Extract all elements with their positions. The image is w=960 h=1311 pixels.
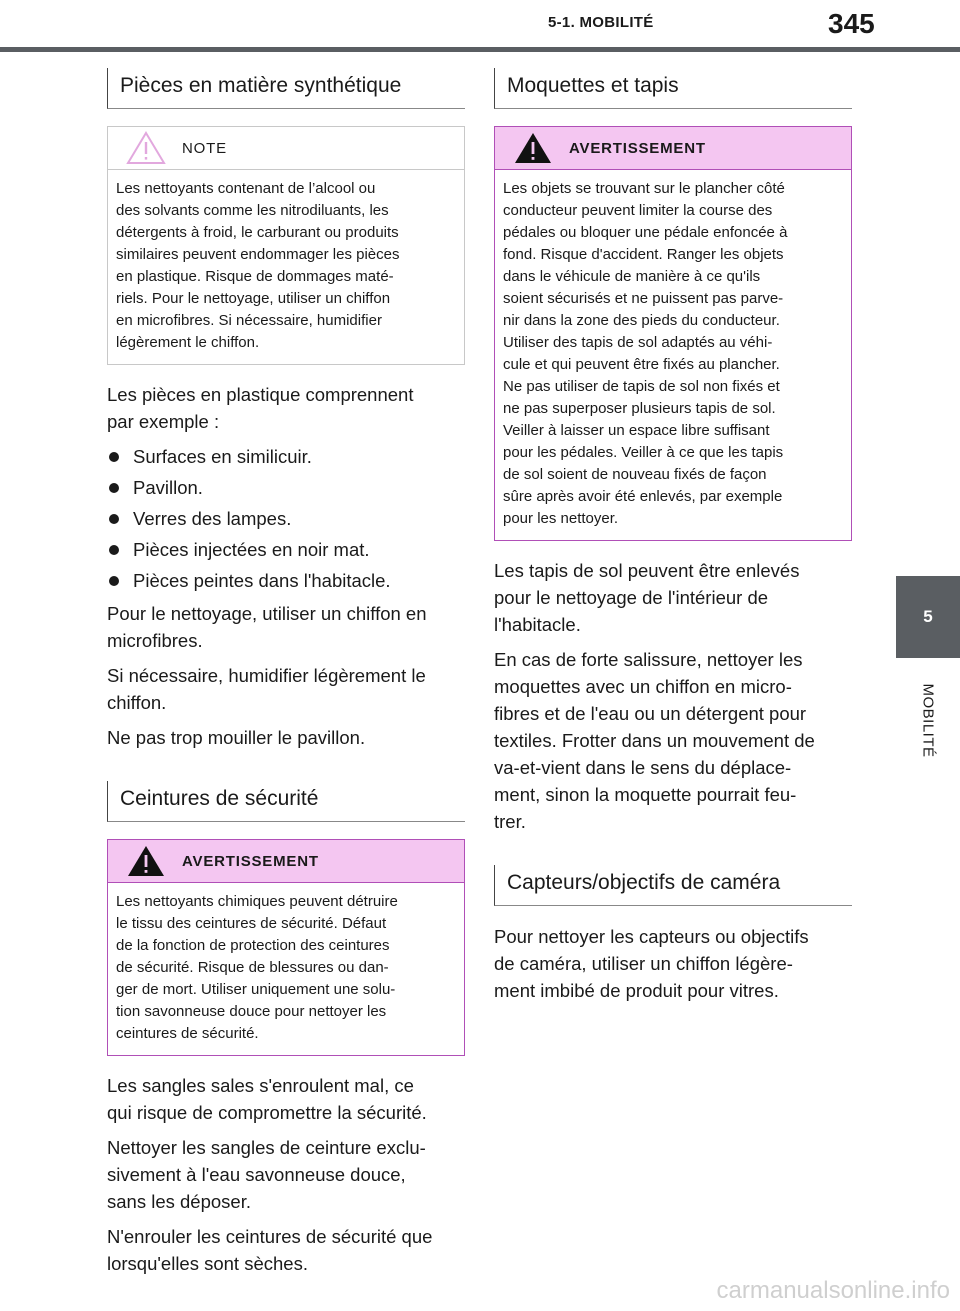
text-line: cule et qui peuvent être fixés au plancher.: [503, 356, 780, 373]
warning-box: [494, 126, 852, 541]
text-line: ne pas superposer plusieurs tapis de sol.: [503, 400, 776, 417]
warning-label: AVERTISSEMENT: [569, 139, 706, 157]
text-line: microfibres.: [107, 630, 203, 651]
text-line: moquettes avec un chiffon en micro-: [494, 676, 792, 697]
text-line: similaires peuvent endommager les pièces: [116, 246, 400, 263]
paragraph: [494, 923, 852, 1004]
text-line: Utiliser des tapis de sol adaptés au véhi-: [503, 334, 773, 351]
text-line: ceintures de sécurité.: [116, 1025, 259, 1042]
warning-box: [107, 839, 465, 1056]
text-line: textiles. Frotter dans un mouvement de: [494, 730, 815, 751]
text-line: trer.: [494, 811, 526, 832]
text-line: Nettoyer les sangles de ceinture exclu-: [107, 1137, 426, 1158]
text-line: ger de mort. Utiliser uniquement une solu-: [116, 981, 396, 998]
bullet-icon: [109, 545, 119, 555]
warning-header: [108, 840, 464, 883]
text-line: sans les déposer.: [107, 1191, 251, 1212]
paragraph: [494, 557, 852, 638]
text-line: ment imbibé de produit pour vitres.: [494, 980, 779, 1001]
paragraph: [107, 1223, 465, 1277]
text-line: Ne pas trop mouiller le pavillon.: [107, 727, 366, 748]
bullet-icon: [109, 483, 119, 493]
chapter-tab: 5: [896, 576, 960, 658]
section-heading-carpets: Moquettes et tapis: [494, 68, 852, 109]
page-number: 345: [828, 8, 875, 39]
text-line: qui risque de compromettre la sécurité.: [107, 1102, 427, 1123]
text-line: de la fonction de protection des ceintures: [116, 937, 390, 954]
warning-icon: [126, 844, 166, 878]
text-line: fibres et de l'eau ou un détergent pour: [494, 703, 807, 724]
paragraph: [107, 1134, 465, 1215]
list-item: Pavillon.: [107, 474, 465, 501]
text-line: Les objets se trouvant sur le plancher côté: [503, 180, 785, 197]
text-line: va-et-vient dans le sens du déplace-: [494, 757, 792, 778]
text-line: En cas de forte salissure, nettoyer les: [494, 649, 803, 670]
text-line: pour les nettoyer.: [503, 510, 619, 527]
text-line: par exemple :: [107, 411, 220, 432]
text-line: détergents à froid, le carburant ou produits: [116, 224, 399, 241]
text-line: en plastique. Risque de dommages maté-: [116, 268, 394, 285]
text-line: le tissu des ceintures de sécurité. Défaut: [116, 915, 387, 932]
text-line: Les nettoyants contenant de l’alcool ou: [116, 180, 376, 197]
warning-icon: [513, 131, 553, 165]
text-line: de caméra, utiliser un chiffon légère-: [494, 953, 793, 974]
text-line: des solvants comme les nitrodiluants, les: [116, 202, 389, 219]
right-column: [494, 68, 852, 1012]
note-box: [107, 126, 465, 365]
note-body: [108, 170, 464, 364]
list-item: Surfaces en similicuir.: [107, 443, 465, 470]
text-line: pédales ou bloquer une pédale enfoncée à: [503, 224, 788, 241]
caution-outline-icon: [126, 131, 166, 165]
text-line: soient sécurisés et ne puissent pas parve-: [503, 290, 784, 307]
text-line: en microfibres. Si nécessaire, humidifier: [116, 312, 382, 329]
paragraph: [107, 1072, 465, 1126]
text-line: conducteur peuvent limiter la course des: [503, 202, 773, 219]
bullet-icon: [109, 514, 119, 524]
text-line: Pour nettoyer les capteurs ou objectifs: [494, 926, 809, 947]
bullet-icon: [109, 576, 119, 586]
left-column: [107, 68, 465, 1285]
text-line: de sécurité. Risque de blessures ou dan-: [116, 959, 389, 976]
warning-label: AVERTISSEMENT: [182, 852, 319, 870]
text-line: Si nécessaire, humidifier légèrement le: [107, 665, 426, 686]
text-line: sûre après avoir été enlevés, par exemple: [503, 488, 783, 505]
text-line: sivement à l'eau savonneuse douce,: [107, 1164, 406, 1185]
text-line: N'enrouler les ceintures de sécurité que: [107, 1226, 433, 1247]
paragraph: [107, 600, 465, 654]
watermark: carmanualsonline.info: [716, 1277, 950, 1304]
note-label: NOTE: [182, 139, 227, 157]
list-item: Pièces peintes dans l'habitacle.: [107, 567, 465, 594]
chapter-tab-label: MOBILITÉ: [919, 683, 937, 758]
text-line: de sol soient de nouveau fixés de façon: [503, 466, 767, 483]
text-line: Les nettoyants chimiques peuvent détruire: [116, 893, 398, 910]
warning-body: [108, 883, 464, 1055]
text-line: Les sangles sales s'enroulent mal, ce: [107, 1075, 414, 1096]
warning-body: [495, 170, 851, 540]
text-line: Pour le nettoyage, utiliser un chiffon en: [107, 603, 427, 624]
bullet-list: [107, 443, 465, 594]
text-line: pour le nettoyage de l'intérieur de: [494, 587, 769, 608]
text-line: lorsqu'elles sont sèches.: [107, 1253, 308, 1274]
text-line: nir dans la zone des pieds du conducteur.: [503, 312, 780, 329]
warning-header: [495, 127, 851, 170]
paragraph: [494, 646, 852, 835]
bullet-icon: [109, 452, 119, 462]
text-line: pour les pédales. Veiller à ce que les tapis: [503, 444, 784, 461]
list-item: Pièces injectées en noir mat.: [107, 536, 465, 563]
section-heading-camera: Capteurs/objectifs de caméra: [494, 865, 852, 906]
section-heading-plastics: Pièces en matière synthétique: [107, 68, 465, 109]
text-line: fond. Risque d'accident. Ranger les objets: [503, 246, 784, 263]
section-heading-seatbelts: Ceintures de sécurité: [107, 781, 465, 822]
text-line: légèrement le chiffon.: [116, 334, 260, 351]
text-line: l'habitacle.: [494, 614, 581, 635]
text-line: Les pièces en plastique comprennent: [107, 384, 414, 405]
paragraph: [107, 662, 465, 716]
list-item: Verres des lampes.: [107, 505, 465, 532]
text-line: Les tapis de sol peuvent être enlevés: [494, 560, 800, 581]
paragraph: [107, 381, 465, 435]
paragraph: [107, 724, 465, 751]
text-line: dans le véhicule de manière à ce qu'ils: [503, 268, 761, 285]
text-line: ment, sinon la moquette pourrait feu-: [494, 784, 797, 805]
chapter-title: 5-1. MOBILITÉ: [548, 14, 654, 31]
text-line: Ne pas utiliser de tapis de sol non fixés et: [503, 378, 780, 395]
text-line: tion savonneuse douce pour nettoyer les: [116, 1003, 387, 1020]
note-header: [108, 127, 464, 170]
header-divider: [0, 47, 960, 52]
text-line: riels. Pour le nettoyage, utiliser un chiffon: [116, 290, 391, 307]
text-line: Veiller à laisser un espace libre suffisant: [503, 422, 770, 439]
text-line: chiffon.: [107, 692, 167, 713]
